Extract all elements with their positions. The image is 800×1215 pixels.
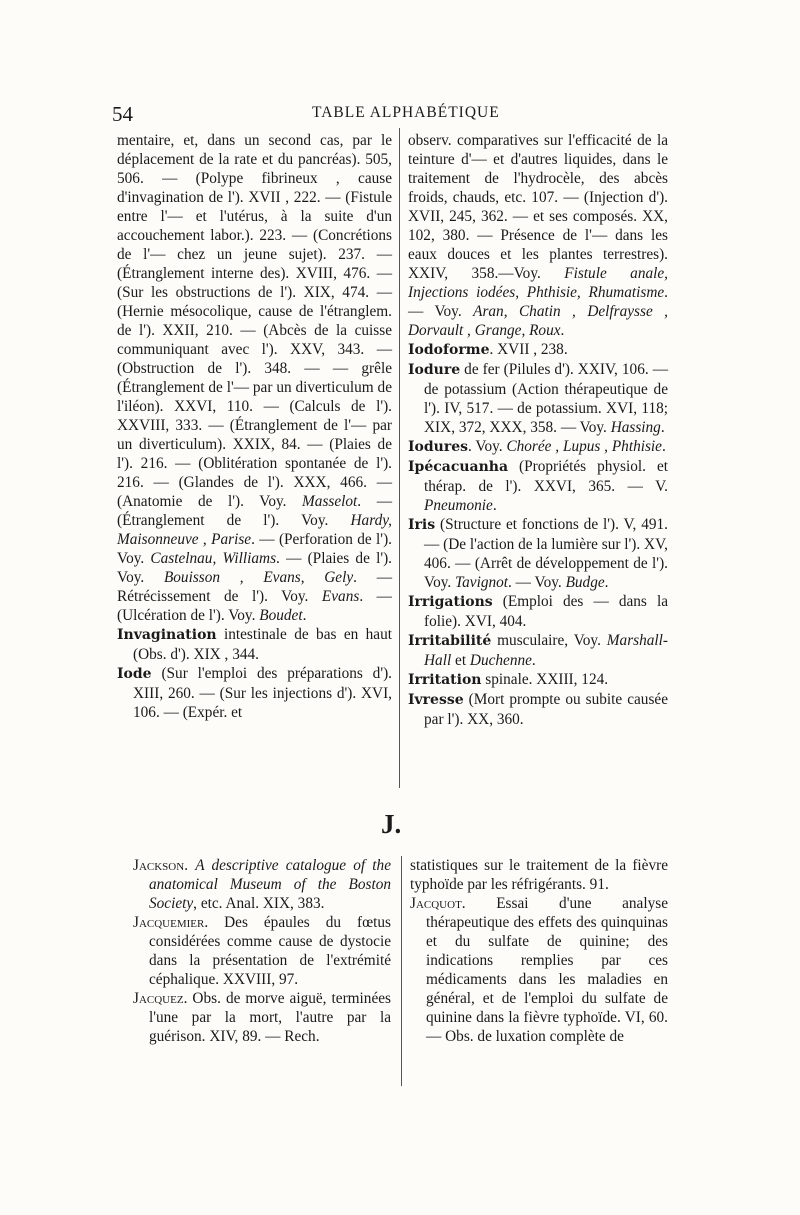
section-letter-heading: J. xyxy=(381,809,402,839)
index-column-left-j xyxy=(133,856,391,1046)
index-entry: Iode (Sur l'emploi des préparations d'). XIII, 260. — (Sur les injections d'). XVI, 106. — (Expér. et xyxy=(117,665,392,721)
index-entry: Ivresse (Mort prompte ou subite causée par l'). XX, 360. xyxy=(408,691,668,728)
index-entry: Irritabilité musculaire, Voy. Marshall-Hall et Duchenne. xyxy=(408,632,668,669)
index-entry: Irritation spinale. XXIII, 124. xyxy=(408,671,609,688)
index-entry: Jacquez. Obs. de morve aiguë, terminées l'une par la mort, l'autre par la guérison. XIV, 89. — Rech. xyxy=(133,990,391,1045)
cross-reference: Budge xyxy=(565,574,605,591)
entry-headword: Iodoforme xyxy=(408,342,490,358)
entry-headword: Jacquemier xyxy=(133,914,205,931)
cross-reference: Bouisson , Evans, Gely xyxy=(163,569,354,586)
index-entry: Jackson. A descriptive catalogue of the anatomical Museum of the Boston Society, etc. Anal. XIX, 383. xyxy=(133,857,391,912)
index-entry: Ipécacuanha (Propriétés physiol. et thérap. de l'). XXVI, 365. — V. Pneumonie. xyxy=(408,458,668,514)
cross-reference: Fistule anale, Injections iodées, Phthisie, Rhumatisme xyxy=(408,265,668,301)
continuation-entry: observ. comparatives sur l'efficacité de la teinture d'— et d'autres liquides, dans le traitement de l'hydrocèle, des abcès froids, chauds, etc. 107. — (Injection d'). XVII, 245, 362. — et ses composés. XX, 102, 380. — Présence de l'— dans les eaux douces et les plantes terrestres). XXIV, 358.—Voy. Fistule anale, Injections iodées, Phthisie, Rhumatisme. — Voy. Aran, Chatin , Delfraysse , Dorvault , Grange, Roux. xyxy=(408,132,669,339)
column-divider xyxy=(399,128,400,788)
index-entry: Invagination intestinale de bas en haut (Obs. d'). XIX , 344. xyxy=(117,626,392,663)
index-entry: Jacquemier. Des épaules du fœtus considérées comme cause de dystocie dans la présentation de l'extrémité céphalique. XXVIII, 97. xyxy=(133,914,391,988)
entry-headword: Ivresse xyxy=(408,692,464,708)
entry-headword: Irritation xyxy=(408,672,482,688)
index-entry: Iris (Structure et fonctions de l'). V, 491. — (De l'action de la lumière sur l'). XV, 406. — (Arrêt de développement de l'). Voy. Tavignot. — Voy. Budge. xyxy=(408,516,668,591)
cross-reference: Aran, Chatin , Delfraysse , Dorvault , Grange, Roux xyxy=(408,303,669,339)
entry-headword: Irrigations xyxy=(408,594,493,610)
entry-headword: Ipécacuanha xyxy=(408,459,509,475)
entry-headword: Iode xyxy=(117,666,152,682)
cross-reference: Boudet xyxy=(259,607,303,624)
cross-reference: A descriptive catalogue of the anatomical Museum of the Boston Society xyxy=(149,857,391,912)
index-entry: Iodures. Voy. Chorée , Lupus , Phthisie. xyxy=(408,438,666,455)
entry-headword: Invagination xyxy=(117,627,217,643)
cross-reference: Duchenne xyxy=(469,652,532,669)
cross-reference: Chorée , Lupus , Phthisie xyxy=(506,438,662,455)
entry-headword: Irritabilité xyxy=(408,633,492,649)
cross-reference: Tavignot xyxy=(455,574,509,591)
entry-headword: Jacquot xyxy=(410,895,462,912)
index-column-left xyxy=(117,131,392,722)
index-entry: Irrigations (Emploi des — dans la folie). XVI, 404. xyxy=(408,593,668,630)
cross-reference: Pneumonie xyxy=(424,497,493,514)
continuation-entry: mentaire, et, dans un second cas, par le déplacement de la rate et du pancréas). 505, 506. — (Polype fibrineux , cause d'invagination de l'). XVII , 222. — (Fistule entre l'— et l'utérus, à la suite d'un accouchement labor.). 223. — (Concrétions de l'— chez un jeune sujet). 237. — (Étranglement interne des). XVIII, 476. — (Sur les obstructions de l'). XIX, 474. — (Hernie mésocolique, cause de l'étranglem. de l'). XXII, 210. — (Abcès de la cuisse communiquant avec l'). XXV, 343. — (Obstruction de l'). 348. — — grêle (Étranglement de l'— par un diverticulum de l'iléon). XXVI, 110. — (Calculs de l'). XXVIII, 333. — (Étranglement de l'— par un diverticulum). XXIX, 84. — (Plaies de l'). 216. — (Oblitération spontanée de l'). 216. — (Glandes de l'). XXX, 466. — (Anatomie de l'). Voy. Masselot. — (Étranglement de l'). Voy. Hardy, Maisonneuve , Parise. — (Perforation de l'). Voy. Castelnau, Williams. — (Plaies de l'). Voy. Bouisson , Evans, Gely. — Rétrécissement de l'). Voy. Evans. — (Ulcération de l'). Voy. Boudet. xyxy=(117,132,393,624)
entry-headword: Jacquez xyxy=(133,990,184,1007)
cross-reference: Evans xyxy=(321,588,360,605)
index-entry: Iodure de fer (Pilules d'). XXIV, 106. — de potassium (Action thérapeutique de l'). IV, 517. — de potassium. XVI, 118; XIX, 372, XXX, 358. — Voy. Hassing. xyxy=(408,361,668,436)
page-number: 54 xyxy=(112,102,133,126)
cross-reference: Masselot xyxy=(302,493,358,510)
continuation-entry: statistiques sur le traitement de la fièvre typhoïde par les réfrigérants. 91. xyxy=(410,857,668,893)
cross-reference: Castelnau, Williams xyxy=(150,550,277,567)
entry-headword: Iodure xyxy=(408,362,461,378)
index-entry: Jacquot. Essai d'une analyse thérapeutique des effets des quinquinas et du sulfate de quinine; des indications remplies par ces médicaments dans les maladies en général, et de l'emploi du sulfate de quinine dans la fièvre typhoïde. VI, 60. — Obs. de luxation complète de xyxy=(410,895,668,1045)
cross-reference: Marshall-Hall xyxy=(424,632,668,669)
entry-headword: Iris xyxy=(408,517,436,533)
entry-headword: Iodures xyxy=(408,439,469,455)
index-column-right-j xyxy=(410,856,668,1046)
index-entry: Iodoforme. XVII , 238. xyxy=(408,341,568,358)
running-head: TABLE ALPHABÉTIQUE xyxy=(312,104,500,121)
entry-headword: Jackson xyxy=(133,857,185,874)
index-column-right xyxy=(408,131,668,729)
cross-reference: Hardy, Maisonneuve , Parise xyxy=(117,512,392,548)
column-divider xyxy=(401,856,402,1086)
cross-reference: Hassing xyxy=(610,419,661,436)
